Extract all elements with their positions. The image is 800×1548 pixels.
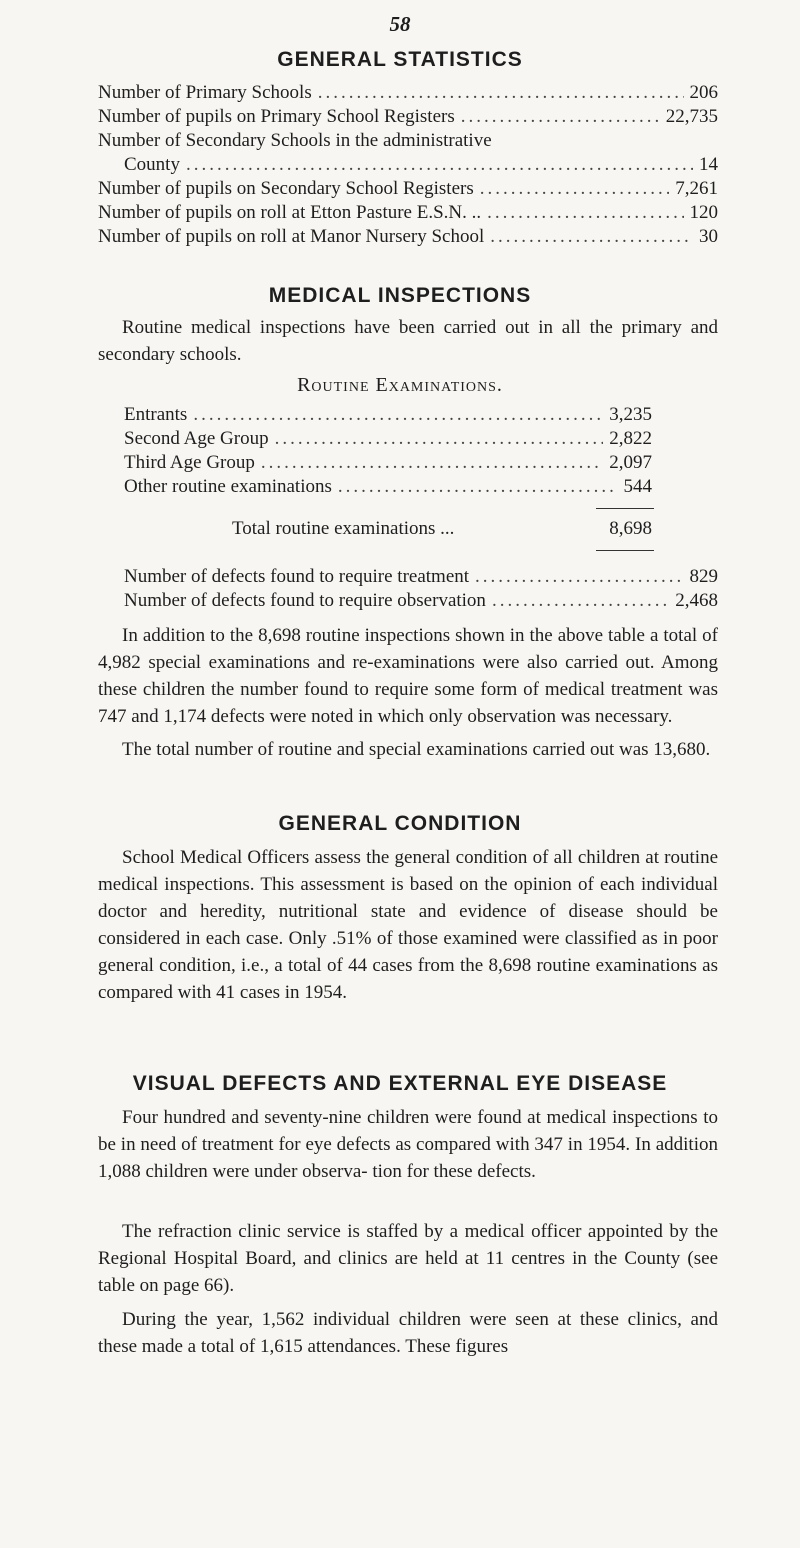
stat-row: Number of pupils on roll at Etton Pasture E.S.N. .. ..... 120 <box>98 202 718 224</box>
stat-row: Number of pupils on Secondary School Registers ..... 7,261 <box>98 178 718 200</box>
paragraph: School Medical Officers assess the general condition of all children at routine medical inspections. This assessment is based on the opinion of each individual doctor and heredity, nutritional state and evidence of disease should be considered in each case. Only .51% of those examined were classified as in poor general condition, i.e., a total of 44 cases from the 8,698 routine examinations as compared with 41 cases in 1954. <box>98 847 718 1003</box>
defects-row: Number of defects found to require observation ..... 2,468 <box>124 590 718 612</box>
routine-examinations-heading: Routine Examinations. <box>297 374 503 396</box>
stat-row: Number of pupils on roll at Manor Nursery School ..... 30 <box>98 226 718 248</box>
total-row: Total routine examinations ... 8,698 <box>232 518 652 539</box>
heading-general-statistics: GENERAL STATISTICS <box>277 48 523 71</box>
paragraph: In addition to the 8,698 routine inspections shown in the above table a total of 4,982 special examinations and re-examinations were also carried out. Among these children the number found to require some form of medical treatment was 747 and 1,174 defects were noted in which only observation was necessary. <box>98 625 718 727</box>
paragraph: Routine medical inspections have been carried out in all the primary and secondary schools. <box>98 317 718 365</box>
routine-row: Second Age Group ..... 2,822 <box>124 428 652 450</box>
page-number: 58 <box>389 12 411 36</box>
heading-general-condition: GENERAL CONDITION <box>278 812 522 835</box>
routine-row: Third Age Group ..... 2,097 <box>124 452 652 474</box>
stat-row-label-line: Number of Secondary Schools in the administrative <box>98 130 492 151</box>
heading-visual-defects: VISUAL DEFECTS AND EXTERNAL EYE DISEASE <box>132 1072 668 1095</box>
routine-row: Other routine examinations ..... 544 <box>124 476 652 498</box>
stat-row: Number of Primary Schools ..... 206 <box>98 82 718 104</box>
stat-row: County ..... 14 <box>124 154 718 176</box>
paragraph: Four hundred and seventy-nine children were found at medical inspections to be in need of treatment for eye defects as compared with 347 in 1954. In addition 1,088 children were under observa- tion for these defects. <box>98 1107 718 1182</box>
heading-medical-inspections: MEDICAL INSPECTIONS <box>268 284 532 307</box>
paragraph: The refraction clinic service is staffed by a medical officer appointed by the Regional Hospital Board, and clinics are held at 11 centres in the County (see table on page 66). <box>98 1221 718 1296</box>
total-rule-bottom <box>596 550 654 551</box>
defects-row: Number of defects found to require treatment ..... 829 <box>124 566 718 588</box>
total-rule-top <box>596 508 654 509</box>
paragraph: During the year, 1,562 individual children were seen at these clinics, and these made a total of 1,615 attendances. These figures <box>98 1309 718 1357</box>
paragraph: The total number of routine and special examinations carried out was 13,680. <box>122 739 711 760</box>
stat-row: Number of pupils on Primary School Registers ..... 22,735 <box>98 106 718 128</box>
routine-row: Entrants ..... 3,235 <box>124 404 652 426</box>
